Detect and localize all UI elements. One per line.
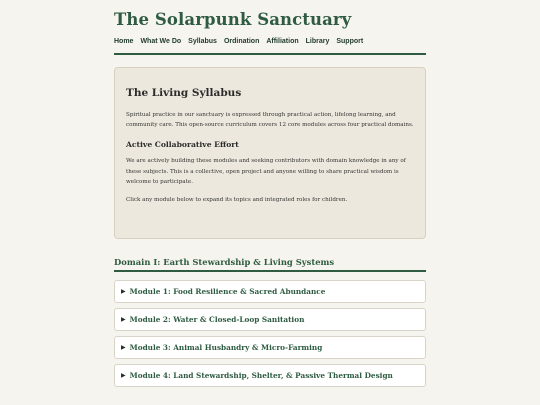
module-1-label: Module 1: Food Resilience & Sacred Abundance — [129, 287, 326, 296]
nav-syllabus[interactable]: Syllabus — [188, 38, 217, 45]
intro-paragraph-3: Click any module below to expand its topics and integrated roles for children. — [126, 197, 348, 204]
intro-heading: The Living Syllabus — [126, 87, 242, 99]
intro-paragraph-1: Spiritual practice in our sanctuary is expressed through practical action, lifelong learning, and community care. This open-source curriculum covers 12 core modules across four practical domains. — [126, 112, 414, 129]
nav-home[interactable]: Home — [114, 38, 134, 45]
module-3-toggle[interactable] — [114, 336, 426, 359]
module-2-label: Module 2: Water & Closed-Loop Sanitation — [129, 315, 305, 324]
nav-affiliation[interactable]: Affiliation — [266, 38, 299, 45]
header-divider — [114, 53, 426, 55]
module-4-label: Module 4: Land Stewardship, Shelter, & Passive Thermal Design — [129, 371, 393, 380]
module-4-toggle[interactable] — [114, 364, 426, 387]
triangle-right-icon: ▶ — [121, 371, 126, 379]
nav-ordination[interactable]: Ordination — [223, 38, 260, 45]
module-1-toggle[interactable] — [114, 280, 426, 303]
site-title[interactable]: The Solarpunk Sanctuary — [114, 10, 352, 29]
nav-what-we-do[interactable]: What We Do — [140, 38, 182, 45]
collab-subheading: Active Collaborative Effort — [126, 140, 239, 150]
triangle-right-icon: ▶ — [121, 315, 126, 323]
intro-card — [114, 67, 426, 239]
nav-support[interactable]: Support — [336, 38, 364, 45]
module-2-toggle[interactable] — [114, 308, 426, 331]
module-3-label: Module 3: Animal Husbandry & Micro-Farming — [129, 343, 323, 352]
triangle-right-icon: ▶ — [121, 343, 126, 351]
domain-divider — [114, 270, 426, 272]
domain-title: Domain I: Earth Stewardship & Living Systems — [114, 257, 335, 267]
intro-paragraph-2: We are actively building these modules and seeking contributors with domain knowledge in any of these subjects. This is a collective, open project and anyone willing to share practical wisdom is welcome to participate. — [126, 158, 406, 185]
nav-library[interactable]: Library — [305, 38, 330, 45]
main-nav — [114, 38, 370, 45]
triangle-right-icon: ▶ — [121, 287, 126, 295]
